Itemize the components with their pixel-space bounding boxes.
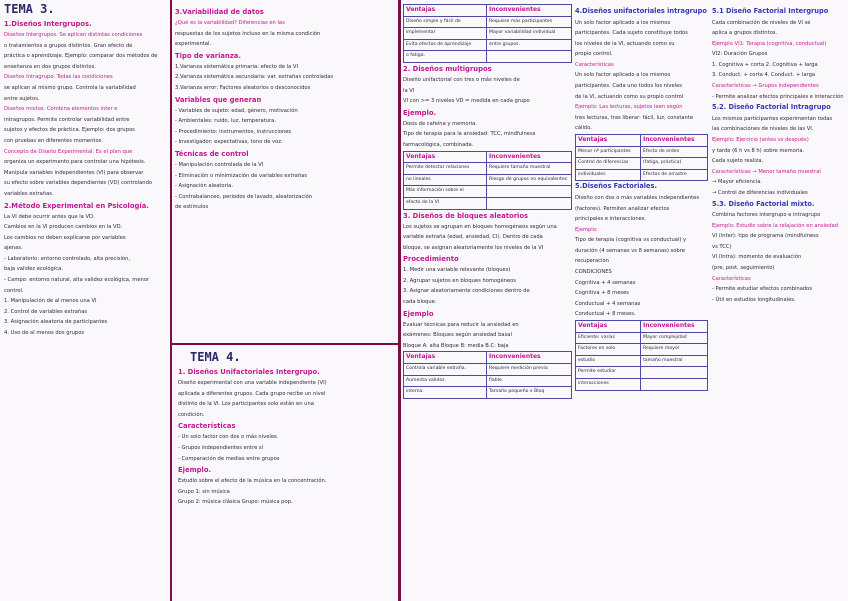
- table-row: [404, 39, 572, 51]
- table-header: Ventajas: [404, 5, 487, 17]
- note-line: cálido.: [575, 125, 592, 132]
- note-line: - Un solo factor con dos o más niveles.: [178, 434, 279, 441]
- note-line: sujetos y efectos de práctica. Ejemplo: dos grupos: [4, 127, 135, 134]
- tema4-title: TEMA 4.: [190, 350, 241, 364]
- note-line: - Variables de sujeto: edad, género, motivación: [175, 107, 298, 114]
- note-line: propio control.: [575, 51, 613, 58]
- note-line: baja validez ecológica.: [4, 266, 63, 273]
- note-line: Características → Menor tamaño muestral: [712, 168, 821, 175]
- note-line: VI con >= 3 niveles VD = medida en cada grupo: [403, 98, 530, 105]
- table-cell: [487, 197, 572, 209]
- divider-tema4-left: [170, 343, 172, 601]
- note-line: Características: [575, 61, 614, 68]
- pros-cons-table: [575, 320, 708, 391]
- note-line: principales e interacciones.: [575, 216, 647, 223]
- table-cell: implementar: [404, 28, 487, 40]
- note-line: La VI debe ocurrir antes que la VD.: [4, 213, 95, 220]
- note-line: 2. Control de variables extrañas: [4, 308, 88, 315]
- table-header: Ventajas: [404, 151, 487, 163]
- note-line: - Asignación aleatoria.: [175, 183, 233, 190]
- section-heading: Variables que generan: [175, 95, 262, 104]
- section-heading: 5.Diseños Factoriales.: [575, 182, 657, 191]
- note-line: - Útil en estudios longitudinales.: [712, 296, 796, 303]
- table-cell: fiable.: [487, 375, 572, 387]
- table-row: [404, 16, 572, 28]
- section-heading: Tipo de varianza.: [175, 51, 241, 60]
- note-line: VI (Intra): momento de evaluación: [712, 254, 802, 261]
- table-header: Inconvenientes: [487, 151, 572, 163]
- table-header: Ventajas: [576, 135, 641, 147]
- note-line: Cada combinación de niveles de VI se: [712, 19, 811, 26]
- note-line: su efecto sobre variables dependientes (VD) controlando: [4, 180, 153, 187]
- table-cell: Riesgo de grupos no equivalentes: [487, 174, 572, 186]
- table-header: Inconvenientes: [487, 5, 572, 17]
- note-line: práctica o aprendizaje. Ejemplo: comparar dos métodos de: [4, 53, 158, 60]
- variabilidad-column: [175, 6, 397, 336]
- table-cell: Diseño simple y fácil de: [404, 16, 487, 28]
- note-line: Cognitiva + 4 semanas: [575, 279, 636, 286]
- note-line: 4. Uso de al menos dos grupos: [4, 330, 85, 337]
- table-row: [404, 387, 572, 399]
- table-cell: (fatiga, práctica): [641, 158, 708, 170]
- table-header: Ventajas: [576, 321, 641, 333]
- note-line: 3. Asignar aleatoriamente condiciones dentro de: [403, 288, 530, 295]
- note-line: Los cambios no deben explicarse por variables: [4, 234, 126, 241]
- table-cell: Mayor complejidad: [641, 332, 708, 344]
- section-heading: 2. Diseños multigrupos: [403, 64, 492, 73]
- section-heading: Procedimiento: [403, 255, 459, 264]
- note-line: (pre, post, seguimiento): [712, 264, 775, 271]
- table-header: Inconvenientes: [641, 135, 708, 147]
- note-line: con pruebas en diferentes momentos.: [4, 137, 103, 144]
- note-line: los niveles de la VI, actuando como su: [575, 40, 675, 47]
- note-line: o tratamientos a grupos distintos. Gran efecto de: [4, 42, 133, 49]
- section-heading: 1.Diseños Intergrupos.: [4, 20, 92, 28]
- note-line: cada bloque.: [403, 299, 437, 306]
- note-line: VI2: Duración Grupos: [712, 51, 768, 58]
- note-line: Cada sujeto realiza.: [712, 158, 764, 165]
- note-line: Dosis de cafeína y memoria.: [403, 120, 477, 127]
- note-line: Diseños Intergrupos. Se aplican distintas condiciones: [4, 32, 143, 38]
- section-heading: Ejemplo.: [178, 466, 212, 475]
- note-line: - Manipulación controlada de la VI: [175, 161, 264, 168]
- tema3-title: TEMA 3.: [4, 2, 55, 16]
- note-line: → Mayor eficiencia.: [712, 179, 763, 186]
- note-line: organiza un experimento para controlar una hipótesis.: [4, 159, 146, 166]
- table-row: [576, 169, 708, 181]
- section-heading: 5.2. Diseño Factorial Intragrupo: [712, 103, 831, 112]
- table-cell: Permite detectar relaciones: [404, 163, 487, 175]
- note-line: y tarde (6 h vs 8 h) sobre memoria.: [712, 147, 805, 154]
- note-line: variables extrañas.: [4, 190, 54, 197]
- pros-cons-table: [575, 134, 708, 181]
- note-line: intragrupos. Permite controlar variabilidad entre: [4, 116, 130, 123]
- note-line: aplica a grupos distintos.: [712, 30, 778, 37]
- note-line: entre sujetos.: [4, 95, 40, 102]
- table-cell: Menor nº participantes: [576, 146, 641, 158]
- note-line: vs TCC): [712, 243, 732, 250]
- note-line: Ejemplo:: [575, 226, 598, 233]
- table-cell: Tamaño pequeño x Bloq: [487, 387, 572, 399]
- note-line: condición.: [178, 411, 205, 418]
- section-heading: 5.3. Diseño Factorial mixto.: [712, 199, 815, 208]
- note-line: variable extraña (edad, ansiedad, CI). Dentro de cada: [403, 234, 543, 241]
- note-line: experimental.: [175, 41, 212, 48]
- note-line: Los sujetos se agrupan en bloques homogéneos según una: [403, 223, 557, 230]
- note-line: distinto de la VI. Los participantes solo están en una: [178, 401, 314, 408]
- note-line: Diseños Intragrupo. Todas las condiciones: [4, 74, 113, 81]
- note-line: Manipula variables independientes (VI) para observar: [4, 169, 144, 176]
- note-line: Tipo de terapia (cognitiva vs conductual) y: [575, 237, 687, 244]
- divider-tema4-top: [170, 343, 400, 345]
- note-line: Diseño experimental con una variable independiente (VI): [178, 380, 327, 386]
- table-row: [576, 158, 708, 170]
- table-cell: [487, 186, 572, 198]
- note-line: - Permite estudiar efectos combinados: [712, 286, 813, 293]
- note-line: Concepto de Diseño Experimental. Es el plan que: [4, 148, 133, 155]
- table-header: Inconvenientes: [641, 321, 708, 333]
- table-cell: Mayor variabilidad individual: [487, 28, 572, 40]
- section-heading: Características: [178, 422, 236, 431]
- tema3-column: [4, 18, 168, 348]
- note-line: - Ambientales: ruido, luz, temperatura.: [175, 118, 277, 125]
- table-row: [576, 367, 708, 379]
- table-cell: Evita efectos de aprendizaje: [404, 39, 487, 51]
- table-row: [404, 375, 572, 387]
- table-row: [404, 174, 572, 186]
- note-line: aplicada a diferentes grupos. Cada grupo recibe un nivel: [178, 390, 326, 397]
- table-cell: Requiere más participantes: [487, 16, 572, 28]
- note-line: - Campo: entorno natural, alta validez ecológica, menor: [4, 277, 150, 284]
- note-line: Diseños mixtos. Combina elementos inter e: [4, 106, 118, 113]
- table-row: [576, 146, 708, 158]
- note-line: Conductual + 4 semanas: [575, 300, 641, 307]
- note-line: la VI: [403, 87, 415, 94]
- pros-cons-table: [403, 4, 572, 63]
- note-line: - Laboratorio: entorno controlado, alta precisión,: [4, 255, 131, 262]
- table-cell: [641, 379, 708, 391]
- table-row: [404, 186, 572, 198]
- note-line: Cognitiva + 8 meses: [575, 290, 629, 297]
- table-row: [576, 344, 708, 356]
- table-cell: Requiere tamaño muestral: [487, 163, 572, 175]
- table-cell: Control de diferencias: [576, 158, 641, 170]
- section-heading: 2.Método Experimental en Psicología.: [4, 201, 149, 210]
- table-row: [404, 197, 572, 209]
- note-line: recuperación: [575, 258, 609, 265]
- table-row: [576, 379, 708, 391]
- section-heading: Ejemplo: [403, 309, 434, 318]
- table-row: [404, 364, 572, 376]
- note-line: 2. Agrupar sujetos en bloques homogéneos: [403, 277, 516, 284]
- table-cell: interacciones: [576, 379, 641, 391]
- section-heading: Ejemplo.: [403, 108, 437, 117]
- table-row: [576, 355, 708, 367]
- note-line: 1. Manipulación de al menos una VI: [4, 298, 97, 305]
- pros-cons-table: [403, 151, 572, 210]
- note-line: ¿Qué es la variabilidad? Diferencias en las: [175, 20, 285, 26]
- table-cell: Más información sobre el: [404, 186, 487, 198]
- note-line: → Control de diferencias individuales: [712, 189, 808, 196]
- table-cell: no lineales: [404, 174, 487, 186]
- note-line: de estímulos: [175, 204, 209, 211]
- note-line: bloque, se asignan aleatoriamente los niveles de la VI: [403, 244, 544, 251]
- note-line: - Contrabalanceo, periodos de lavado, aleatorización: [175, 193, 313, 200]
- table-cell: [641, 367, 708, 379]
- table-header: Ventajas: [404, 352, 487, 364]
- table-row: [404, 163, 572, 175]
- note-line: Un solo factor aplicado a los mismos: [575, 19, 671, 26]
- note-line: ajenas.: [4, 245, 23, 252]
- note-line: - Comparación de medias entre grupos: [178, 455, 280, 462]
- table-cell: tamaño muestral: [641, 355, 708, 367]
- table-cell: o fatiga.: [404, 51, 487, 63]
- note-line: Cambios en la VI producen cambios en la VD.: [4, 224, 123, 231]
- note-line: Diseño unifactorial con tres o más niveles de: [403, 76, 520, 83]
- section-heading: 3.Variabilidad de datos: [175, 8, 264, 16]
- note-line: participantes. Cada sujeto constituye todos: [575, 30, 688, 37]
- divider-main-right: [398, 0, 401, 601]
- note-line: 1.Varianza sistemática primaria: efecto de la VI: [175, 63, 298, 70]
- note-line: CONDICIONES: [575, 269, 612, 276]
- note-line: de la VI, actuando como su propio control: [575, 93, 684, 100]
- note-line: 1. Medir una variable relevante (bloques): [403, 267, 511, 274]
- table-cell: interna.: [404, 387, 487, 399]
- table-cell: Factores en solo: [576, 344, 641, 356]
- note-line: respuestas de los sujetos incluso en la misma condición: [175, 30, 321, 37]
- table-cell: [487, 51, 572, 63]
- table-cell: Efecto de orden: [641, 146, 708, 158]
- note-line: Los mismos participantes experimentan todas: [712, 115, 833, 122]
- tema4-column: [178, 366, 398, 601]
- note-line: Características: [712, 275, 751, 282]
- note-line: 1. Cognitiva + corta 2. Cognitiva + larga: [712, 61, 818, 68]
- table-cell: Aumenta validez: [404, 375, 487, 387]
- note-line: Evaluar técnicas para reducir la ansiedad en: [403, 321, 519, 328]
- table-cell: estudio: [576, 355, 641, 367]
- note-line: Ejemplo: Estudio sobre la relajación en ansiedad: [712, 222, 838, 229]
- note-line: exámenes: Bloques según ansiedad basal: [403, 332, 512, 339]
- section-heading: 3. Diseños de bloques aleatorios: [403, 211, 529, 220]
- note-line: control.: [4, 287, 24, 294]
- section-heading: 5.1 Diseño Factorial Intergrupo: [712, 7, 829, 15]
- note-line: enseñanza en dos grupos distintos.: [4, 63, 96, 70]
- note-line: (factores). Permiten analizar efectos: [575, 205, 670, 212]
- note-line: tres lecturas, tras liberar: fácil, luz, constante: [575, 114, 694, 121]
- note-line: las combinaciones de niveles de las VI.: [712, 126, 814, 133]
- note-line: se aplican al mismo grupo. Controla la variabilidad: [4, 84, 136, 91]
- section-heading: 4.Diseños unifactoriales intragrupo: [575, 7, 707, 15]
- note-line: Un solo factor aplicado a los mismos: [575, 72, 671, 79]
- note-line: Grupo 2: música clásica Grupo: música pop.: [178, 499, 293, 506]
- table-cell: individuales: [576, 169, 641, 181]
- note-line: - Grupos independientes entre sí: [178, 444, 264, 451]
- table-cell: Efectos de arrastre: [641, 169, 708, 181]
- table-cell: efecto de la VI: [404, 197, 487, 209]
- note-line: participantes. Cada uno todos los niveles: [575, 83, 682, 90]
- table-cell: entre grupos.: [487, 39, 572, 51]
- table-cell: Requiere medición previa: [487, 364, 572, 376]
- note-line: farmacológica, combinada.: [403, 141, 474, 148]
- table-cell: Controla variable extraña.: [404, 364, 487, 376]
- note-line: Combina factores intergrupo e intragrupo: [712, 212, 821, 218]
- intragrupo-column: [575, 6, 710, 601]
- note-line: - Eliminación o minimización de variables extrañas: [175, 172, 307, 179]
- pros-cons-table: [403, 351, 572, 398]
- note-line: Características → Grupos independientes: [712, 83, 819, 90]
- section-heading: Técnicas de control: [175, 149, 249, 158]
- note-line: 2.Varianza sistemática secundaria: var. extrañas controladas: [175, 74, 334, 81]
- note-line: Ejemplo: Ejercicio (antes vs después): [712, 136, 809, 143]
- note-line: Ejemplo VI1: Terapia (cognitiva, conductual): [712, 40, 827, 47]
- section-heading: 1. Diseños Unifactoriales Intergrupo.: [178, 368, 320, 376]
- note-line: - Procedimiento: instrumentos, instrucciones: [175, 128, 292, 135]
- table-cell: Permite estudiar: [576, 367, 641, 379]
- note-line: - Investigador: expectativas, tono de voz.: [175, 139, 283, 146]
- disenos-column: [403, 4, 573, 601]
- factoriales-column: [712, 6, 848, 601]
- note-line: Ejemplo: Las lecturas, sujetos leen según: [575, 104, 683, 111]
- note-line: 3. Conduct. + corta 4. Conduct. + larga: [712, 72, 816, 79]
- divider-col1-col2: [170, 0, 172, 345]
- table-cell: Requiere mayor: [641, 344, 708, 356]
- note-line: Diseño con dos o más variables independientes: [575, 194, 700, 201]
- table-row: [576, 332, 708, 344]
- note-line: - Permite analizar efectos principales e interacción: [712, 93, 844, 100]
- note-line: 3. Asignación aleatoria de participantes: [4, 319, 108, 326]
- table-row: [404, 28, 572, 40]
- table-row: [404, 51, 572, 63]
- note-line: Bloque A: alta Bloque B: media B.C: baja: [403, 342, 509, 349]
- note-line: 3.Varianza error: Factores aleatorios o desconocidos: [175, 84, 311, 91]
- note-line: Tipo de terapia para la ansiedad: TCC, mindfulness: [403, 131, 536, 138]
- note-line: duración (4 semanas vs 8 semanas) sobre: [575, 247, 685, 254]
- note-line: Conductual + 8 meses.: [575, 311, 636, 318]
- table-cell: Eficiente: varias: [576, 332, 641, 344]
- note-line: Grupo 1: sin música: [178, 488, 230, 495]
- note-line: Estudio sobre el efecto de la música en la concentración.: [178, 478, 327, 485]
- note-line: VI (Inter): tipo de programa (mindfulness: [712, 233, 819, 240]
- table-header: Inconvenientes: [487, 352, 572, 364]
